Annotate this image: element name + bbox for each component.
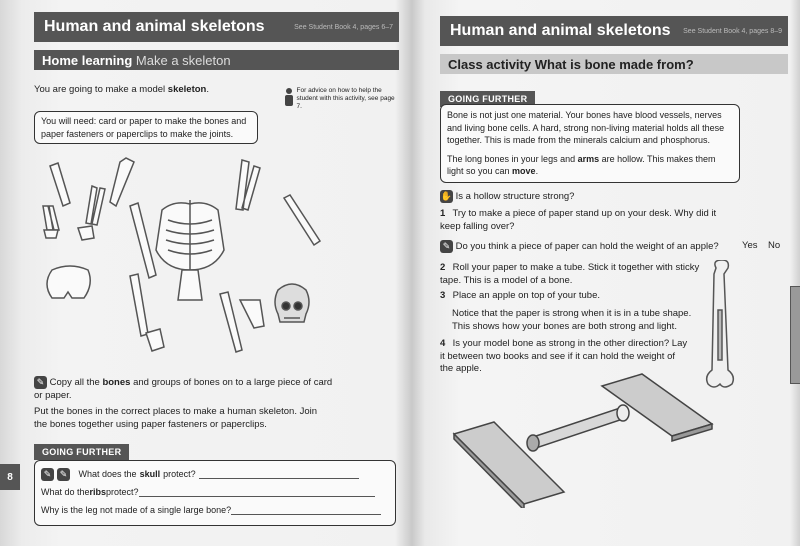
step-2-number: 2 (440, 262, 446, 273)
femur-bone-left (130, 203, 156, 278)
step-2-text: Roll your paper to make a tube. Stick it together with sticky tape. This is a model of a bone. (440, 262, 700, 286)
hollow-text: Is a hollow structure strong? (455, 191, 575, 203)
p2-end: . (535, 166, 539, 176)
p2-bold: arms (577, 153, 600, 164)
left-subheader (34, 50, 399, 70)
right-sub-title: What is bone made from? (534, 56, 694, 72)
foot-bones (146, 329, 164, 351)
answer-line-1[interactable] (199, 469, 359, 479)
q2-text: What do the (41, 486, 90, 497)
pelvis-bone (47, 266, 90, 298)
pencil-icon: ✎ (34, 376, 47, 389)
right-header (440, 16, 788, 46)
intro-text: You are going to make a model (34, 84, 168, 95)
pencil-icon: ✎ (440, 240, 453, 253)
notice-text: Notice that the paper is strong when it is in a tube shape. This shows how your bones are both strong and light. (452, 308, 692, 332)
shin-bone (130, 274, 148, 336)
no-option[interactable]: No (768, 240, 781, 251)
forearm-bones-right (86, 186, 105, 225)
step-4-number: 4 (440, 338, 446, 349)
q3-text: Why is the leg not made of a single large bone? (41, 504, 232, 515)
bone-facts-p1: Bone is not just one material. Your bones have blood vessels, nerves and living bone cells. A hard, strong non-living material holds all these together. This is made from the minerals calcium and phosphorus. (447, 110, 725, 145)
advice-text: For advice on how to help the student with this activity, see page 7. (296, 87, 395, 110)
step-3-number: 3 (440, 290, 446, 301)
left-header-ref: See Student Book 4, pages 6–7 (294, 23, 393, 31)
p2-mid: are hollow. This makes them light so you can (447, 153, 716, 176)
lumbar-spine (178, 270, 202, 300)
right-going-further-label: GOING FURTHER (440, 91, 535, 107)
left-intro (34, 84, 284, 97)
intro-end: . (206, 84, 209, 95)
hand-bones-right (78, 226, 94, 240)
left-going-further-label: GOING FURTHER (34, 444, 129, 460)
page-number: 8 (0, 464, 20, 490)
skeleton-parts-illustration (34, 148, 404, 363)
q1-text: What does the (78, 468, 137, 479)
step-4 (440, 338, 690, 376)
q1-end: protect? (163, 468, 196, 479)
pencil-icon: ✎ (41, 468, 54, 481)
hand-bones-lower (240, 300, 264, 328)
step-1-text: Try to make a piece of paper stand up on your desk. Why did it keep falling over? (440, 208, 717, 232)
parent-child-icon (284, 87, 293, 109)
hand-icon: ✋ (440, 191, 453, 201)
humerus-bone-left (50, 163, 70, 206)
humerus-bone-right (284, 195, 320, 245)
hand-bones-left (44, 230, 58, 238)
intro-bold: skeleton (167, 84, 207, 95)
tube-between-books-illustration (448, 372, 728, 508)
bone-facts-box (440, 104, 740, 183)
materials-box (34, 111, 258, 144)
apple-text: Do you think a piece of paper can hold the weight of an apple? (455, 241, 719, 253)
book-edge-illustration (790, 286, 800, 384)
step-2 (440, 262, 700, 287)
right-sub-prefix: Class activity (448, 56, 532, 72)
left-header (34, 12, 399, 42)
right-page (428, 0, 788, 546)
q2-end: protect? (106, 486, 139, 497)
copy-instruction (34, 376, 334, 402)
forearm-bones-left (43, 206, 59, 230)
step-4-text: Is your model bone as strong in the other direction? Lay it between two books and see if it can hold the weight of the apple. (440, 338, 688, 374)
pencil-icon: ✎ (57, 468, 70, 481)
advice-note (284, 87, 399, 111)
copy-bold: bones (102, 377, 131, 389)
question-leg (41, 501, 389, 519)
copy-end: and groups of bones on to a large piece of card or paper. (34, 377, 333, 401)
assembly-text: Put the bones in the correct places to make a human skeleton. Join the bones together using paper fasteners or paperclips. (34, 406, 318, 430)
step-3 (440, 290, 700, 303)
skull (275, 284, 309, 322)
answer-line-2[interactable] (139, 487, 375, 497)
p2-bold2: move (512, 166, 536, 176)
apple-question (440, 240, 785, 254)
answer-line-3[interactable] (231, 505, 381, 515)
right-header-title: Human and animal skeletons (450, 22, 671, 39)
left-sub-title: Make a skeleton (135, 52, 231, 68)
left-page (22, 0, 407, 546)
question-skull (41, 465, 389, 483)
bone-facts-p2 (447, 153, 733, 178)
yes-option[interactable]: Yes (742, 240, 758, 251)
hollow-question (440, 190, 740, 204)
tibia-bone (220, 292, 242, 352)
copy-text: Copy all the (49, 377, 103, 389)
p2-text: The long bones in your legs and (447, 153, 578, 164)
step-3-text: Place an apple on top of your tube. (452, 290, 600, 301)
left-going-further-box (34, 460, 396, 526)
forearm-bones-upper (236, 160, 260, 210)
humerus-bone-top (110, 158, 134, 206)
q2-bold: ribs (89, 486, 107, 497)
left-sub-prefix: Home learning (42, 52, 133, 68)
question-ribs (41, 483, 389, 501)
right-header-ref: See Student Book 4, pages 8–9 (683, 27, 782, 35)
assembly-instruction (34, 406, 324, 431)
step-1-number: 1 (440, 208, 446, 219)
materials-text: You will need: card or paper to make the bones and paper fasteners or paperclips to make the joints. (41, 116, 247, 139)
right-subheader (440, 54, 788, 74)
left-header-title: Human and animal skeletons (44, 18, 265, 35)
q1-bold: skull (139, 468, 161, 479)
step-1 (440, 208, 730, 233)
